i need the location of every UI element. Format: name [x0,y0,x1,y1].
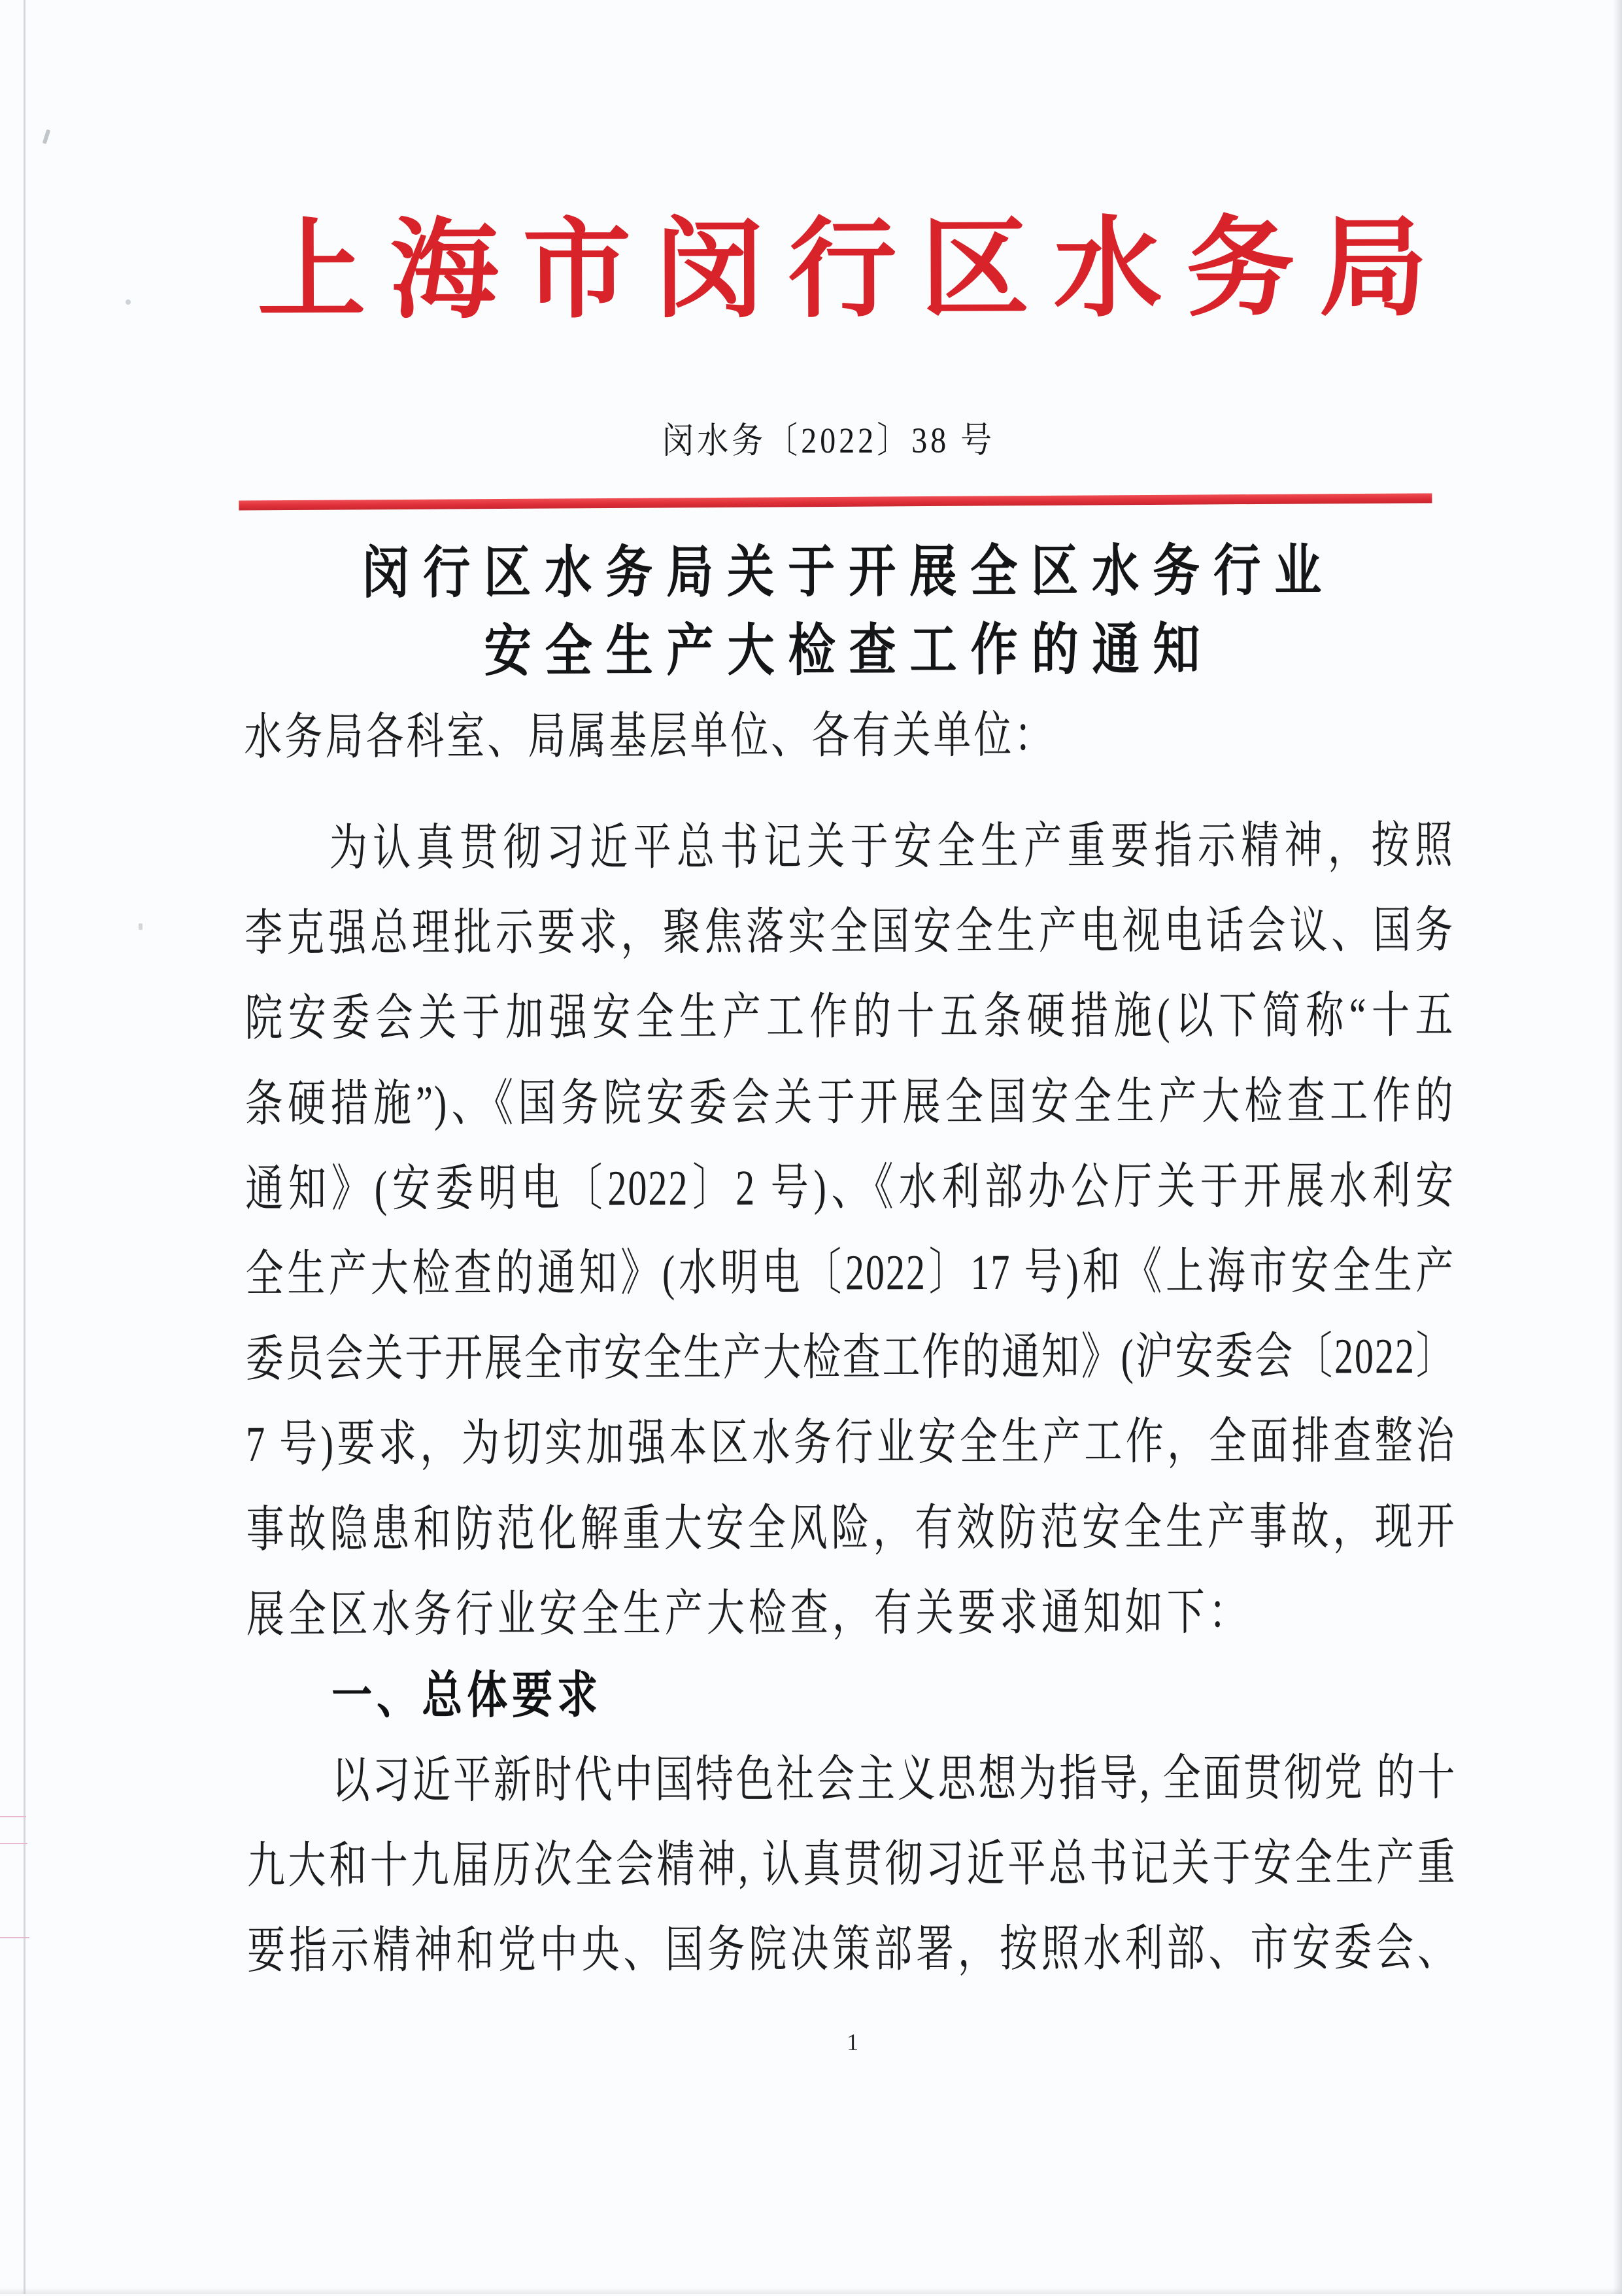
body-line: 展全区水务行业安全生产大检查，有关要求通知如下： [246,1584,1251,1643]
scan-artifact-pink-line [0,1816,26,1817]
body-line: 全生产大检查的通知》(水明电〔2022〕17 号)和《上海市安全生产 [245,1242,1455,1303]
body-line: 要指示精神和党中央、国务院决策部署，按照水利部、市安委会、 [247,1919,1457,1979]
body-line: 九大和十九届历次全会精神, 认真贯彻习近平总书记关于安全生产重 [246,1834,1457,1894]
body-line: 通知》(安委明电〔2022〕2 号)、《水利部办公厅关于开展水利安 [245,1157,1455,1218]
page-number: 1 [847,2029,859,2055]
scan-artifact-pink-line [0,1843,27,1844]
scan-artifact-pink-line [0,1937,29,1938]
scan-artifact-speck [139,923,143,930]
body-line: 事故隐患和防范化解重大安全风险，有效防范安全生产事故，现开 [246,1498,1456,1558]
document-title-line-1: 闵行区水务局关于开展全区水务行业 [362,540,1336,605]
body-line: 院安委会关于加强安全生产工作的十五条硬措施(以下简称“十五 [245,987,1455,1047]
body-line: 以习近平新时代中国特色社会主义思想为指导, 全面贯彻党 的十 [331,1749,1457,1809]
salutation: 水务局各科室、局属基层单位、各有关单位： [244,707,1055,766]
document-number: 闵水务〔2022〕38 号 [662,420,996,462]
scan-artifact-bottom-shadow [0,2287,1622,2294]
section-heading-1: 一、总体要求 [331,1667,603,1724]
body-line: 7 号)要求，为切实加强本区水务行业安全生产工作，全面排查整治 [246,1413,1456,1473]
scan-artifact-speck [126,300,131,305]
agency-header-title: 上海市闵行区水务局 [257,208,1452,332]
red-separator-rule [239,493,1432,510]
body-line: 为认真贯彻习近平总书记关于安全生产重要指示精神，按照 [329,817,1454,876]
scan-artifact-right-shadow [1613,0,1622,2294]
body-line: 委员会关于开展全市安全生产大检查工作的通知》(沪安委会〔2022〕 [245,1328,1455,1388]
body-line: 李克强总理批示要求，聚焦落实全国安全生产电视电话会议、国务 [245,902,1455,962]
document-title-line-2: 安全生产大检查工作的通知 [484,618,1214,683]
body-line: 条硬措施”)、《国务院安委会关于开展全国安全生产大检查工作的 [245,1072,1455,1133]
scan-artifact-left-edge-line [24,0,25,2294]
